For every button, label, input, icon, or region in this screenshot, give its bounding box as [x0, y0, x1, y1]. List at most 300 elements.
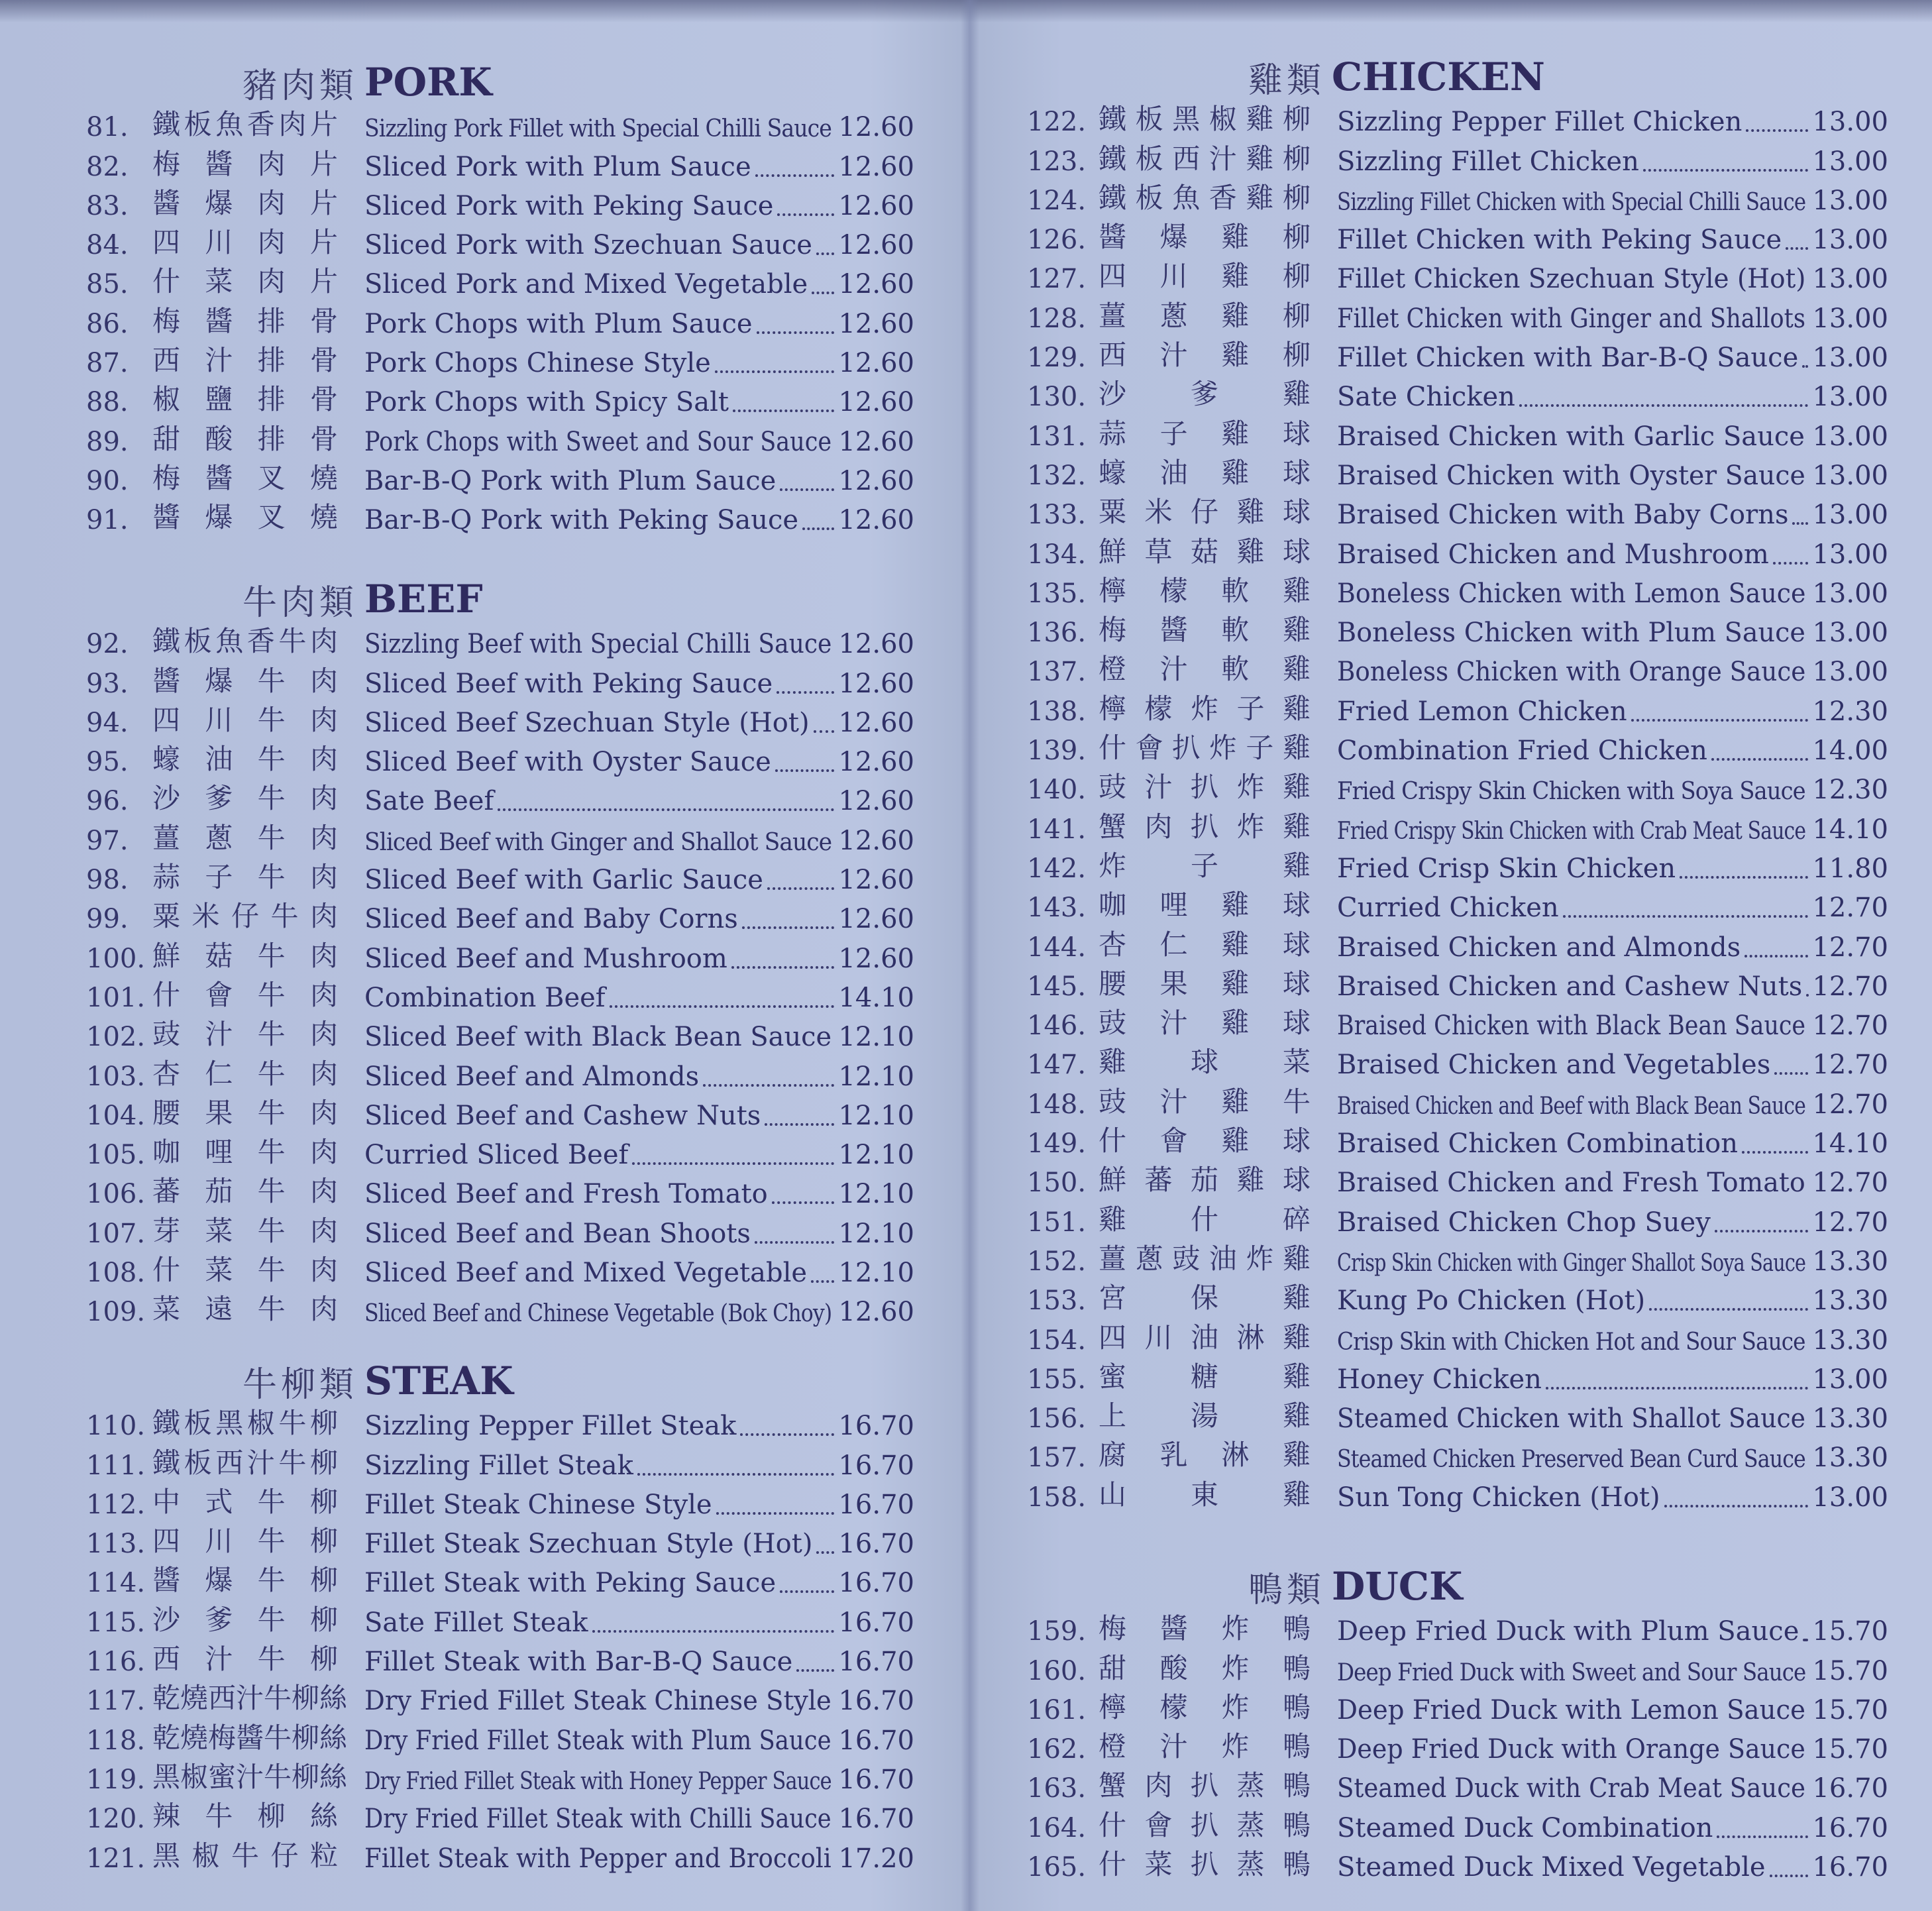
menu-item: [1027, 731, 1888, 770]
item-price: 12.70: [1812, 971, 1888, 1002]
item-name-english: Sliced Beef with Peking Sauce: [364, 668, 773, 699]
item-name-english: Fillet Chicken with Ginger and Shallots: [1337, 303, 1805, 334]
item-price: 12.60: [838, 151, 914, 182]
item-name-chinese: 甜酸炸鴨: [1099, 1651, 1311, 1684]
item-name-chinese: 沙爹牛肉: [152, 782, 338, 815]
item-number: 144.: [1027, 932, 1087, 963]
item-name-english: Sliced Pork with Plum Sauce: [364, 151, 751, 182]
section-title-chinese: 雞類: [1248, 61, 1325, 101]
dot-leader: [1802, 365, 1808, 368]
item-price: 12.30: [1812, 775, 1888, 806]
item-name-english: Sizzling Pepper Fillet Chicken: [1337, 107, 1743, 138]
item-number: 147.: [1027, 1050, 1087, 1081]
item-name-chinese: 雞球菜: [1099, 1046, 1311, 1079]
dot-leader: [1711, 758, 1808, 761]
menu-item: [86, 1838, 914, 1877]
item-price: 12.60: [838, 387, 914, 418]
item-name-english: Curried Chicken: [1337, 893, 1559, 924]
menu-item: [86, 1642, 914, 1681]
item-number: 146.: [1027, 1010, 1087, 1042]
dot-leader: [812, 292, 834, 294]
dot-leader: [610, 1005, 834, 1008]
item-price: 12.60: [838, 230, 914, 261]
item-name-english: Fillet Chicken with Bar-B-Q Sauce: [1337, 343, 1799, 374]
item-name-english: Fillet Steak with Pepper and Broccoli: [364, 1843, 832, 1874]
item-number: 94.: [86, 707, 129, 738]
menu-item: [86, 703, 914, 742]
item-name-english: Pork Chops with Spicy Salt: [364, 387, 729, 418]
item-name-chinese: 乾燒西汁牛柳絲: [152, 1682, 348, 1715]
item-name-chinese: 炸子雞: [1099, 849, 1311, 882]
item-name-english: Boneless Chicken with Orange Sauce: [1337, 657, 1806, 688]
item-price: 16.70: [838, 1804, 914, 1835]
dot-leader: [1803, 1639, 1808, 1641]
item-name-chinese: 四川肉片: [152, 226, 338, 259]
menu-item: [86, 264, 914, 303]
item-price: 12.30: [1812, 696, 1888, 727]
item-name-english: Braised Chicken with Garlic Sauce: [1337, 421, 1805, 452]
dot-leader: [1649, 1308, 1808, 1311]
menu-item: [86, 1799, 914, 1838]
dot-leader: [765, 1123, 834, 1126]
item-price: 12.10: [838, 1061, 914, 1092]
menu-item: [86, 500, 914, 539]
item-price: 13.00: [1812, 264, 1888, 295]
item-name-chinese: 梅醬炸鴨: [1099, 1612, 1311, 1645]
item-name-english: Braised Chicken and Mushroom: [1337, 539, 1769, 570]
menu-item: [1027, 967, 1888, 1006]
page-fold: [961, 0, 979, 1911]
item-number: 164.: [1027, 1812, 1087, 1843]
item-name-english: Sizzling Pork Fillet with Special Chilli Sauce: [364, 115, 832, 143]
dot-leader: [703, 1084, 834, 1087]
item-number: 98.: [86, 865, 129, 896]
item-price: 12.60: [838, 1297, 914, 1328]
item-number: 145.: [1027, 971, 1087, 1002]
item-name-chinese: 薑蔥豉油炸雞: [1099, 1242, 1311, 1275]
menu-item: [1027, 141, 1888, 180]
dot-leader: [816, 1551, 834, 1554]
item-price: 13.00: [1812, 382, 1888, 413]
item-name-english: Sliced Beef and Bean Shoots: [364, 1218, 751, 1249]
menu-section-pork: [86, 46, 914, 539]
item-number: 86.: [86, 308, 129, 339]
menu-item: [86, 303, 914, 343]
item-name-english: Curried Sliced Beef: [364, 1140, 629, 1171]
item-name-english: Deep Fried Duck with Lemon Sauce: [1337, 1694, 1805, 1725]
dot-leader: [1680, 876, 1808, 879]
menu-item: [1027, 456, 1888, 495]
dot-leader: [1563, 915, 1808, 918]
menu-item: [86, 1720, 914, 1759]
item-name-chinese: 豉汁雞牛: [1099, 1085, 1311, 1118]
menu-item: [86, 1056, 914, 1095]
item-number: 129.: [1027, 343, 1087, 374]
item-price: 13.00: [1812, 421, 1888, 452]
item-name-chinese: 蜜糖雞: [1099, 1360, 1311, 1393]
item-price: 12.10: [838, 1100, 914, 1131]
item-number: 150.: [1027, 1168, 1087, 1199]
menu-item: [86, 1760, 914, 1799]
item-number: 121.: [86, 1843, 146, 1874]
item-number: 161.: [1027, 1694, 1087, 1725]
item-name-chinese: 腰果牛肉: [152, 1096, 338, 1129]
item-name-english: Bar-B-Q Pork with Plum Sauce: [364, 465, 777, 496]
item-price: 12.70: [1812, 1050, 1888, 1081]
menu-item-list: [86, 624, 914, 1331]
item-name-chinese: 鐵板黑椒雞柳: [1099, 103, 1311, 136]
item-name-chinese: 鐵板黑椒牛柳: [152, 1407, 338, 1440]
item-price: 16.70: [838, 1607, 914, 1638]
item-name-english: Combination Fried Chicken: [1337, 736, 1707, 767]
item-name-english: Dry Fried Fillet Steak Chinese Style: [364, 1686, 832, 1717]
item-name-english: Sizzling Fillet Chicken with Special Chilli Sauce: [1337, 188, 1806, 216]
item-price: 16.70: [838, 1450, 914, 1481]
item-price: 13.00: [1812, 1482, 1888, 1513]
item-name-chinese: 四川牛柳: [152, 1525, 338, 1558]
item-number: 133.: [1027, 500, 1087, 531]
item-number: 116.: [86, 1647, 146, 1678]
menu-item: [1027, 416, 1888, 455]
menu-item: [86, 146, 914, 186]
item-price: 13.00: [1812, 185, 1888, 216]
item-number: 137.: [1027, 657, 1087, 688]
menu-item: [1027, 1163, 1888, 1202]
dot-leader: [780, 488, 834, 491]
menu-item: [86, 1485, 914, 1524]
section-header: [86, 46, 914, 107]
menu-item: [86, 461, 914, 500]
menu-item: [1027, 613, 1888, 652]
item-price: 15.70: [1812, 1616, 1888, 1647]
menu-item: [1027, 1769, 1888, 1808]
dot-leader: [777, 213, 834, 216]
item-name-chinese: 宮保雞: [1099, 1282, 1311, 1315]
menu-item: [86, 899, 914, 938]
item-name-chinese: 蕃茄牛肉: [152, 1175, 338, 1208]
item-name-english: Sliced Beef and Fresh Tomato: [364, 1179, 768, 1210]
item-number: 114.: [86, 1568, 146, 1599]
dot-leader: [1717, 1835, 1808, 1838]
item-number: 90.: [86, 465, 129, 496]
section-title-chinese: 豬肉類: [242, 66, 358, 106]
menu-item: [86, 1524, 914, 1563]
menu-item: [1027, 652, 1888, 691]
item-name-chinese: 鮮蕃茄雞球: [1099, 1164, 1311, 1197]
item-price: 12.60: [838, 629, 914, 660]
item-number: 138.: [1027, 696, 1087, 727]
item-price: 12.60: [838, 505, 914, 536]
item-name-chinese: 什會扒蒸鴨: [1099, 1808, 1311, 1841]
menu-item: [86, 343, 914, 382]
item-number: 118.: [86, 1725, 146, 1756]
item-name-chinese: 檸檬炸鴨: [1099, 1690, 1311, 1723]
dot-leader: [1786, 247, 1808, 250]
item-name-english: Sliced Beef and Baby Corns: [364, 904, 738, 935]
item-number: 106.: [86, 1179, 146, 1210]
item-price: 16.70: [838, 1411, 914, 1442]
item-price: 13.30: [1812, 1443, 1888, 1474]
item-name-chinese: 醬爆叉燒: [152, 501, 338, 534]
item-name-chinese: 四川雞柳: [1099, 260, 1311, 293]
item-price: 16.70: [838, 1568, 914, 1599]
menu-item: [1027, 1651, 1888, 1690]
dot-leader: [1806, 994, 1808, 997]
item-price: 13.00: [1812, 146, 1888, 177]
dot-leader: [1746, 129, 1808, 132]
item-name-english: Sizzling Fillet Steak: [364, 1450, 633, 1481]
item-number: 91.: [86, 505, 129, 536]
item-price: 13.00: [1812, 657, 1888, 688]
menu-item: [86, 978, 914, 1017]
menu-item: [86, 1253, 914, 1292]
dot-leader: [1744, 955, 1808, 957]
section-title-english: PORK: [364, 60, 492, 105]
menu-item: [1027, 1124, 1888, 1163]
menu-item: [86, 1213, 914, 1252]
item-price: 12.10: [838, 1258, 914, 1289]
item-name-english: Fried Crispy Skin Chicken with Crab Meat Sauce: [1337, 817, 1806, 845]
menu-item: [1027, 1690, 1888, 1729]
item-name-english: Braised Chicken Chop Suey: [1337, 1207, 1711, 1238]
menu-section-duck: [1027, 1551, 1888, 1886]
menu-item: [86, 1445, 914, 1484]
item-price: 13.00: [1812, 1364, 1888, 1395]
menu-item-list: [1027, 102, 1888, 1517]
item-name-chinese: 蠔油牛肉: [152, 743, 338, 776]
item-number: 109.: [86, 1297, 146, 1328]
item-name-chinese: 上湯雞: [1099, 1399, 1311, 1433]
item-price: 12.60: [838, 426, 914, 457]
item-name-english: Fillet Steak with Peking Sauce: [364, 1568, 777, 1599]
menu-item: [86, 1681, 914, 1720]
item-name-chinese: 梅醬肉片: [152, 147, 338, 180]
item-name-chinese: 鮮草菇雞球: [1099, 535, 1311, 568]
menu-item: [1027, 377, 1888, 416]
item-number: 151.: [1027, 1207, 1087, 1238]
item-name-chinese: 橙汁軟雞: [1099, 653, 1311, 686]
menu-item: [1027, 1281, 1888, 1320]
item-number: 152.: [1027, 1246, 1087, 1277]
item-name-english: Braised Chicken and Beef with Black Bean Sauce: [1337, 1092, 1805, 1120]
item-name-english: Sliced Beef Szechuan Style (Hot): [364, 707, 810, 738]
dot-leader: [757, 331, 834, 334]
item-price: 17.20: [838, 1843, 914, 1874]
item-price: 16.70: [1812, 1812, 1888, 1843]
item-name-chinese: 菜遠牛肉: [152, 1293, 338, 1326]
item-price: 12.60: [838, 308, 914, 339]
item-number: 84.: [86, 230, 129, 261]
menu-item: [86, 1406, 914, 1445]
item-name-chinese: 什會雞球: [1099, 1124, 1311, 1158]
item-number: 111.: [86, 1450, 146, 1481]
item-name-chinese: 杏仁雞球: [1099, 928, 1311, 961]
item-price: 13.00: [1812, 578, 1888, 609]
item-name-english: Steamed Duck with Crab Meat Sauce: [1337, 1773, 1805, 1804]
item-name-chinese: 醬爆雞柳: [1099, 221, 1311, 254]
menu-item: [86, 624, 914, 663]
item-name-chinese: 蟹肉扒蒸鴨: [1099, 1769, 1311, 1802]
menu-item: [86, 860, 914, 899]
item-name-chinese: 鮮菇牛肉: [152, 939, 338, 972]
item-name-chinese: 沙爹牛柳: [152, 1603, 338, 1636]
item-price: 12.60: [838, 943, 914, 974]
item-name-english: Dry Fried Fillet Steak with Chilli Sauce: [364, 1804, 832, 1835]
dot-leader: [1664, 1505, 1808, 1507]
menu-item: [1027, 1438, 1888, 1477]
item-name-english: Sliced Pork with Szechuan Sauce: [364, 230, 812, 261]
item-name-english: Honey Chicken: [1337, 1364, 1542, 1395]
item-price: 15.70: [1812, 1694, 1888, 1725]
item-price: 12.70: [1812, 1207, 1888, 1238]
item-price: 12.70: [1812, 893, 1888, 924]
menu-item: [1027, 1808, 1888, 1847]
item-name-chinese: 豉汁扒炸雞: [1099, 771, 1311, 804]
menu-item: [1027, 927, 1888, 966]
dot-leader: [1773, 562, 1808, 565]
menu-item: [86, 938, 914, 977]
item-name-chinese: 醬爆肉片: [152, 186, 338, 219]
item-name-chinese: 黑椒蜜汁牛柳絲: [152, 1760, 348, 1793]
item-name-english: Pork Chops Chinese Style: [364, 348, 711, 379]
item-name-chinese: 梅醬叉燒: [152, 461, 338, 494]
dot-leader: [731, 966, 834, 969]
dot-leader: [637, 1473, 834, 1476]
item-number: 88.: [86, 387, 129, 418]
section-title-english: CHICKEN: [1332, 54, 1545, 99]
item-number: 99.: [86, 904, 129, 935]
item-name-chinese: 粟米仔牛肉: [152, 900, 338, 933]
item-name-chinese: 甜酸排骨: [152, 422, 338, 455]
item-price: 12.60: [838, 112, 914, 143]
item-name-english: Braised Chicken with Baby Corns: [1337, 500, 1789, 531]
item-name-english: Sate Fillet Steak: [364, 1607, 588, 1638]
item-name-english: Boneless Chicken with Lemon Sauce: [1337, 578, 1806, 609]
item-name-english: Sliced Beef and Cashew Nuts: [364, 1100, 761, 1131]
item-name-chinese: 鐵板魚香牛肉: [152, 625, 338, 658]
item-name-english: Sliced Beef with Ginger and Shallot Sauce: [364, 828, 832, 856]
item-price: 16.70: [838, 1489, 914, 1520]
item-price: 12.70: [1812, 932, 1888, 963]
item-price: 16.70: [838, 1725, 914, 1756]
menu-item: [1027, 181, 1888, 220]
menu-item: [1027, 809, 1888, 848]
item-name-chinese: 蒜子雞球: [1099, 417, 1311, 450]
item-price: 15.70: [1812, 1655, 1888, 1686]
item-number: 89.: [86, 426, 129, 457]
item-price: 12.10: [838, 1022, 914, 1053]
item-name-english: Dry Fried Fillet Steak with Plum Sauce: [364, 1725, 832, 1756]
item-number: 140.: [1027, 775, 1087, 806]
menu-item: [1027, 1360, 1888, 1399]
dot-leader: [498, 808, 834, 811]
dot-leader: [1792, 522, 1808, 525]
item-number: 142.: [1027, 853, 1087, 884]
item-number: 92.: [86, 629, 129, 660]
menu-item-list: [1027, 1611, 1888, 1886]
item-name-english: Fillet Steak Szechuan Style (Hot): [364, 1529, 813, 1560]
item-price: 12.60: [838, 707, 914, 738]
dot-leader: [740, 1433, 834, 1436]
menu-item-list: [86, 1406, 914, 1878]
item-price: 16.70: [838, 1686, 914, 1717]
item-name-english: Sliced Beef and Mixed Vegetable: [364, 1258, 808, 1289]
item-number: 131.: [1027, 421, 1087, 452]
item-price: 12.60: [838, 865, 914, 896]
dot-leader: [742, 926, 834, 929]
item-number: 135.: [1027, 578, 1087, 609]
menu-item: [1027, 888, 1888, 927]
dot-leader: [802, 527, 834, 530]
item-price: 12.70: [1812, 1089, 1888, 1120]
item-name-english: Braised Chicken and Fresh Tomato: [1337, 1168, 1805, 1199]
item-price: 13.30: [1812, 1325, 1888, 1356]
item-price: 14.10: [1812, 1128, 1888, 1160]
item-price: 14.10: [1812, 814, 1888, 845]
dot-leader: [755, 1241, 834, 1244]
item-name-chinese: 什菜肉片: [152, 265, 338, 298]
item-name-english: Bar-B-Q Pork with Peking Sauce: [364, 505, 799, 536]
item-name-english: Sun Tong Chicken (Hot): [1337, 1482, 1660, 1513]
dot-leader: [733, 410, 834, 412]
item-name-english: Braised Chicken and Almonds: [1337, 932, 1741, 963]
item-name-english: Fillet Steak with Bar-B-Q Sauce: [364, 1647, 793, 1678]
menu-item: [1027, 1477, 1888, 1516]
item-number: 81.: [86, 112, 129, 143]
section-title-chinese: 牛柳類: [242, 1365, 358, 1405]
item-name-chinese: 腐乳淋雞: [1099, 1439, 1311, 1472]
item-price: 12.70: [1812, 1168, 1888, 1199]
item-name-english: Fried Crispy Skin Chicken with Soya Sauce: [1337, 778, 1805, 806]
section-title-english: BEEF: [364, 576, 483, 622]
item-number: 115.: [86, 1607, 146, 1638]
item-price: 14.10: [838, 982, 914, 1013]
item-name-chinese: 豉汁牛肉: [152, 1018, 338, 1051]
item-name-chinese: 芽菜牛肉: [152, 1214, 338, 1247]
menu-item: [86, 421, 914, 461]
menu-item: [1027, 1847, 1888, 1886]
dot-leader: [767, 887, 834, 890]
item-number: 97.: [86, 825, 129, 856]
item-number: 143.: [1027, 893, 1087, 924]
item-name-english: Sizzling Fillet Chicken: [1337, 146, 1639, 177]
item-number: 136.: [1027, 618, 1087, 649]
item-price: 13.00: [1812, 107, 1888, 138]
item-number: 153.: [1027, 1285, 1087, 1317]
item-price: 16.70: [1812, 1852, 1888, 1883]
item-number: 162.: [1027, 1734, 1087, 1765]
item-number: 101.: [86, 982, 146, 1013]
menu-item: [86, 186, 914, 225]
menu-item: [1027, 770, 1888, 809]
item-name-english: Sliced Beef with Black Bean Sauce: [364, 1022, 832, 1053]
item-name-chinese: 橙汁炸鴨: [1099, 1730, 1311, 1763]
item-price: 12.10: [838, 1140, 914, 1171]
item-price: 12.60: [838, 904, 914, 935]
item-number: 130.: [1027, 382, 1087, 413]
item-name-chinese: 西汁牛柳: [152, 1643, 338, 1676]
menu-item: [86, 1135, 914, 1174]
item-price: 12.60: [838, 786, 914, 817]
dot-leader: [780, 1590, 834, 1593]
menu-item: [86, 820, 914, 859]
item-name-chinese: 薑蔥雞柳: [1099, 299, 1311, 332]
section-header: [1027, 1551, 1888, 1611]
item-name-chinese: 咖哩牛肉: [152, 1136, 338, 1169]
item-name-chinese: 醬爆牛柳: [152, 1564, 338, 1597]
item-name-english: Sliced Pork and Mixed Vegetable: [364, 269, 808, 300]
item-name-chinese: 蠔油雞球: [1099, 456, 1311, 489]
